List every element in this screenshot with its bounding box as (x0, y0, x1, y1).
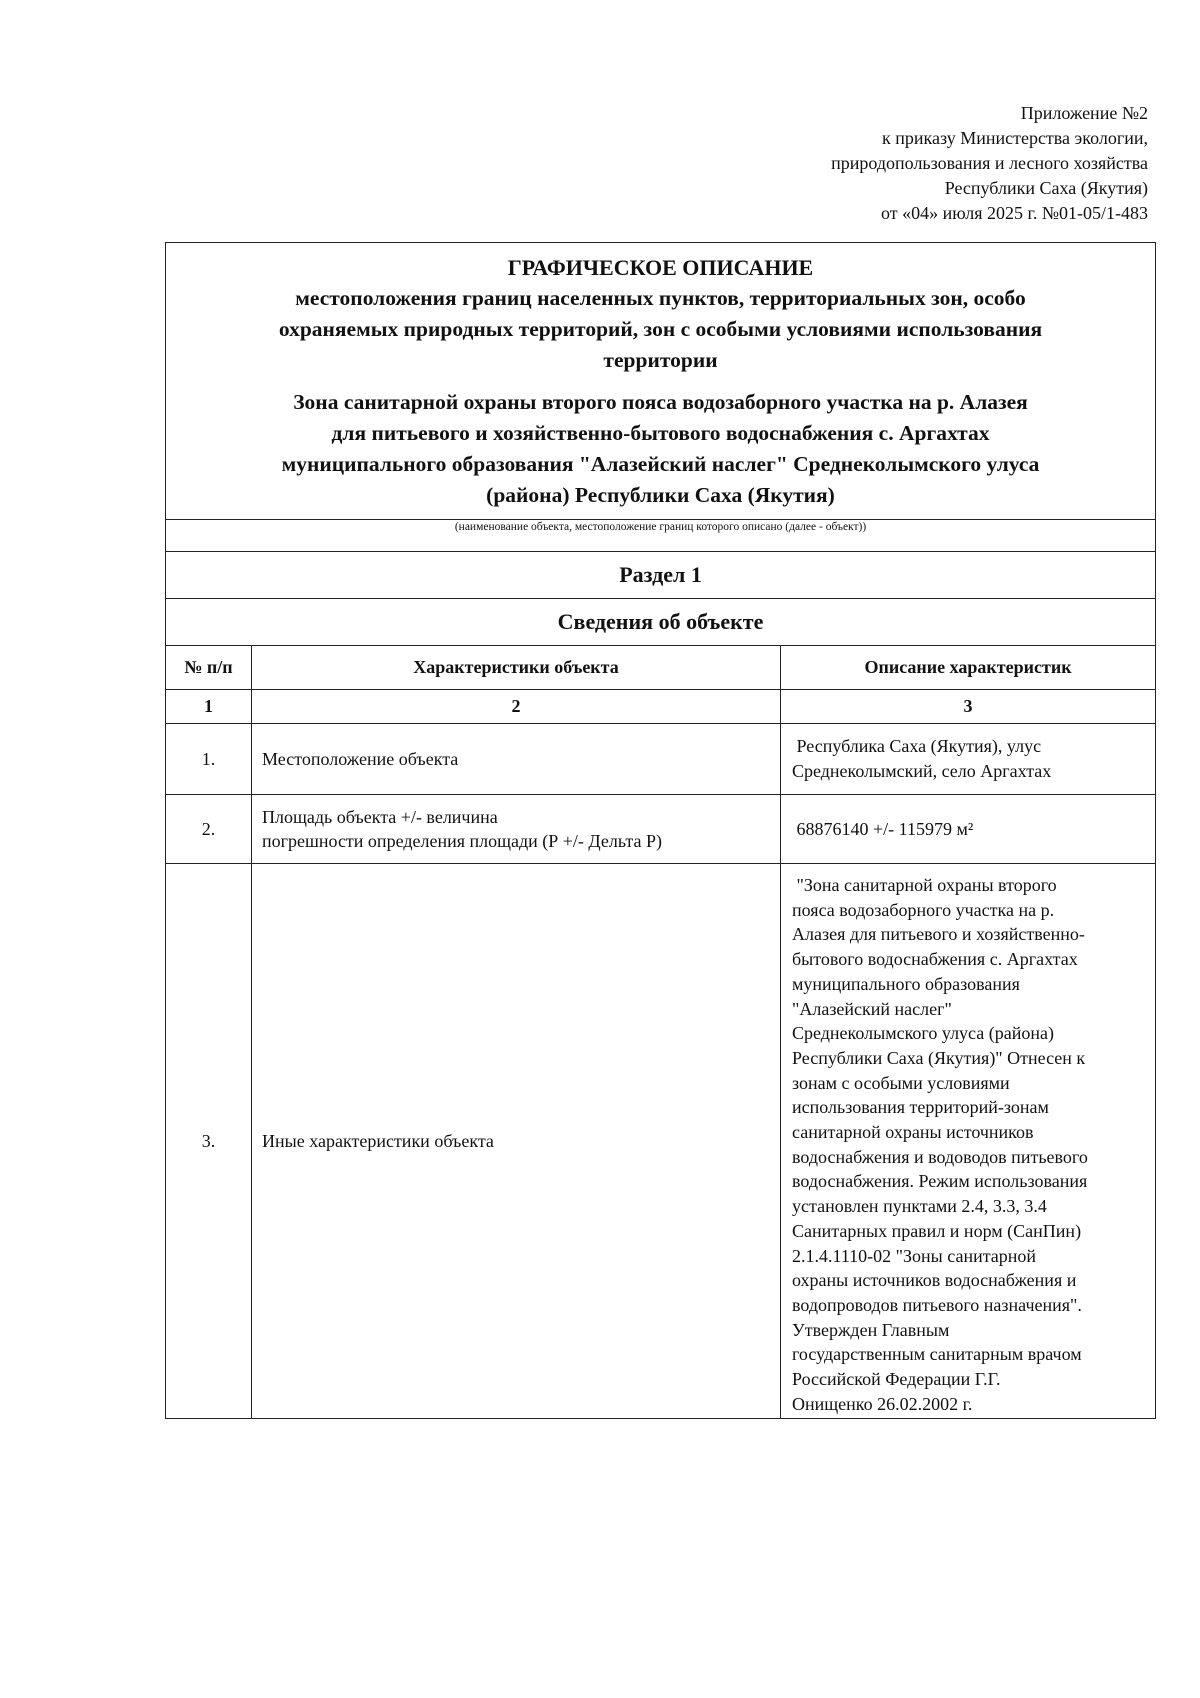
description-line: санитарной охраны источников (792, 1122, 1034, 1143)
object-name-line: муниципального образования "Алазейский наслег" Среднеколымского улуса (281, 452, 1040, 476)
column-header-row (166, 646, 1156, 690)
description-line: пояса водозаборного участка на р. (792, 899, 1055, 920)
description-line: 68876140 +/- 115979 м² (792, 818, 974, 839)
object-caption: (наименование объекта, местоположение границ которого описано (далее - объект)) (166, 520, 1156, 552)
object-name-line: для питьевого и хозяйственно-бытового водоснабжения с. Аргахтах (331, 421, 990, 445)
row-description (781, 864, 1156, 1419)
description-line: Онищенко 26.02.2002 г. (792, 1393, 973, 1414)
row-description (781, 795, 1156, 864)
description-line: водоснабжения. Режим использования (792, 1171, 1088, 1192)
subtitle-line: территории (603, 348, 718, 372)
row-number: 2. (166, 795, 252, 864)
row-characteristic (252, 724, 781, 795)
document-subtitle (182, 283, 1139, 376)
annex-block (528, 101, 1148, 226)
column-header-num: № п/п (166, 646, 252, 690)
description-line: охраны источников водоснабжения и (792, 1270, 1077, 1291)
description-table (165, 242, 1156, 1419)
object-name (182, 387, 1139, 511)
characteristic-line: Местоположение объекта (262, 749, 459, 769)
annex-line: Приложение №2 (1020, 103, 1148, 123)
description-line: Российской Федерации Г.Г. (792, 1369, 1001, 1390)
table-row (166, 795, 1156, 864)
subtitle-line: охраняемых природных территорий, зон с особыми условиями использования (278, 317, 1043, 341)
object-name-line: Зона санитарной охраны второго пояса водозаборного участка на р. Алазея (293, 390, 1028, 414)
description-line: установлен пунктами 2.4, 3.3, 3.4 (792, 1196, 1047, 1217)
characteristic-line: Иные характеристики объекта (262, 1131, 494, 1152)
description-line: государственным санитарным врачом (792, 1344, 1082, 1365)
description-line: Среднеколымского улуса (района) (792, 1023, 1054, 1044)
description-line: Среднеколымский, село Аргахтах (792, 761, 1052, 781)
row-number: 3. (166, 864, 252, 1419)
table-row (166, 864, 1156, 1419)
row-description (781, 724, 1156, 795)
annex-line: к приказу Министерства экологии, (881, 128, 1148, 148)
description-line: Санитарных правил и норм (СанПин) (792, 1220, 1082, 1241)
description-line: зонам с особыми условиями (792, 1072, 1010, 1093)
description-line: водопроводов питьевого назначения". (792, 1294, 1082, 1315)
description-line: использования территорий-зонам (792, 1097, 1049, 1118)
description-line: бытового водоснабжения с. Аргахтах (792, 949, 1078, 970)
annex-line: от «04» июля 2025 г. №01-05/1-483 (880, 203, 1148, 223)
description-line: Утвержден Главным (792, 1319, 950, 1340)
row-number: 1. (166, 724, 252, 795)
row-characteristic (252, 864, 781, 1419)
characteristic-line: погрешности определения площади (Р +/- Дельта Р) (262, 831, 662, 851)
description-line: 2.1.4.1110-02 "Зоны санитарной (792, 1245, 1037, 1266)
section-title: Раздел 1 (166, 552, 1156, 599)
description-line: муниципального образования (792, 973, 1020, 994)
description-line: водоснабжения и водоводов питьевого (792, 1146, 1088, 1167)
characteristic-line: Площадь объекта +/- величина (262, 807, 498, 827)
column-number: 2 (252, 690, 781, 724)
annex-line: Республики Саха (Якутия) (944, 178, 1148, 198)
description-line: "Алазейский наслег" (792, 998, 952, 1019)
object-name-line: (района) Республики Саха (Якутия) (486, 483, 835, 507)
description-line: Республики Саха (Якутия)" Отнесен к (792, 1047, 1086, 1068)
subtitle-line: местоположения границ населенных пунктов, территориальных зон, особо (295, 286, 1026, 310)
description-line: "Зона санитарной охраны второго (792, 875, 1057, 895)
document-header (166, 243, 1156, 520)
column-number-row (166, 690, 1156, 724)
row-characteristic (252, 795, 781, 864)
column-number: 1 (166, 690, 252, 724)
annex-line: природопользования и лесного хозяйства (831, 153, 1148, 173)
column-header-description: Описание характеристик (781, 646, 1156, 690)
column-header-characteristics: Характеристики объекта (252, 646, 781, 690)
section-subtitle: Сведения об объекте (166, 599, 1156, 646)
column-number: 3 (781, 690, 1156, 724)
description-line: Республика Саха (Якутия), улус (792, 736, 1042, 757)
description-line: Алазея для питьевого и хозяйственно- (792, 924, 1085, 945)
document-title: ГРАФИЧЕСКОЕ ОПИСАНИЕ (507, 255, 814, 280)
table-row (166, 724, 1156, 795)
